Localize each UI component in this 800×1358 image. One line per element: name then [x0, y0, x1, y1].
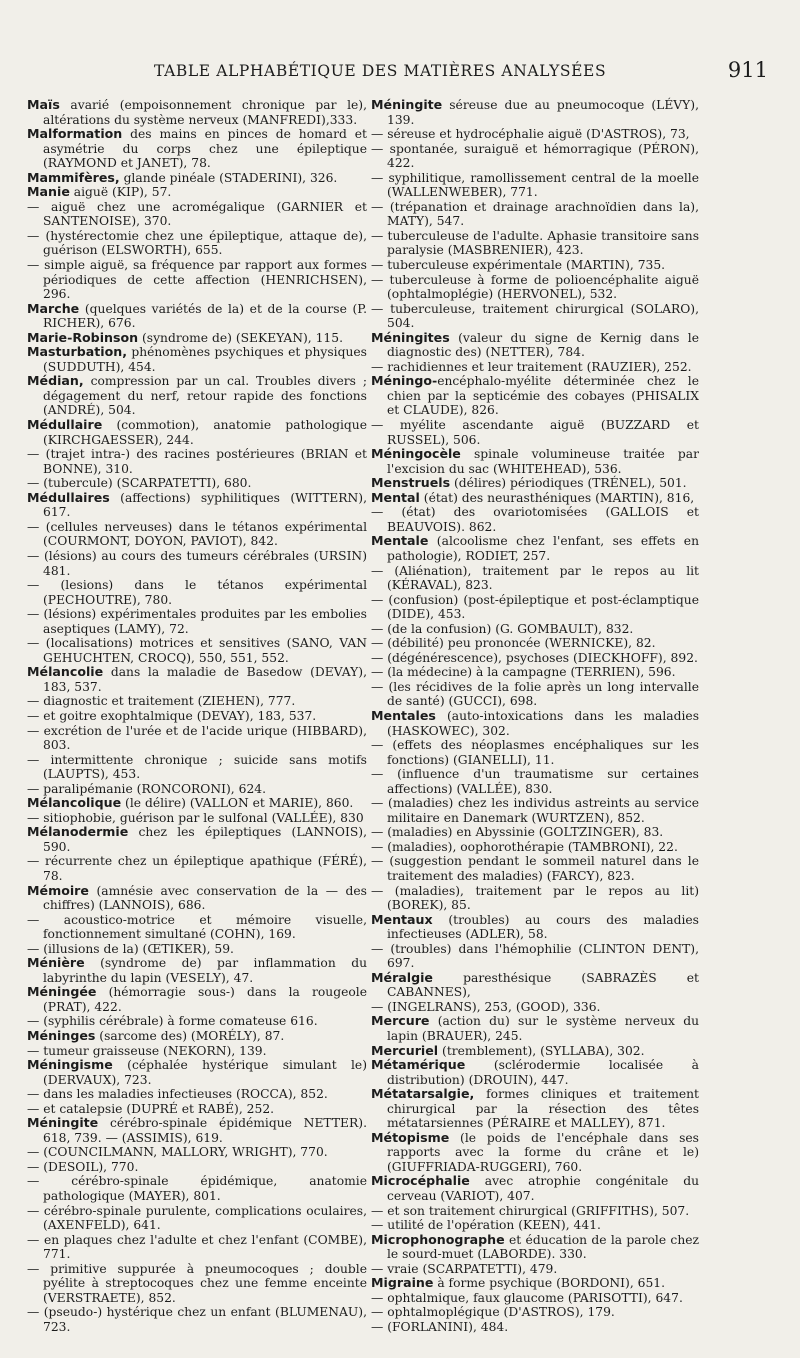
index-entry: [27, 1102, 367, 1117]
index-entry: [371, 360, 699, 375]
index-entry: [27, 476, 367, 491]
index-entry: [27, 1174, 367, 1203]
index-entry: [27, 636, 367, 665]
index-entry: [27, 956, 367, 985]
index-entry: [27, 1233, 367, 1262]
index-entry: [371, 229, 699, 258]
entry-text: (valeur du signe de Kernig dans le diagnostic des) (NETTER), 784.: [387, 330, 699, 360]
entry-heading: Malformation: [27, 126, 123, 142]
entry-text: phénomènes psychiques et physiques (SUDDUTH), 454.: [43, 345, 367, 374]
entry-text: — (syphilis cérébrale) à forme comateuse 616.: [27, 1014, 318, 1029]
entry-text: (le délire) (VALLON et MARIE), 860.: [121, 796, 354, 811]
index-entry: [371, 374, 699, 418]
index-entry: [371, 1262, 699, 1277]
index-entry: [27, 1160, 367, 1175]
running-title: TABLE ALPHABÉTIQUE DES MATIÈRES ANALYSÉES: [154, 62, 607, 80]
entry-text: — (suggestion pendant le sommeil naturel dans le traitement des maladies) (FARCY), 823.: [371, 854, 699, 883]
entry-text: cérébro-spinale épidémique NETTER). 618, 739. — (ASSIMIS), 619.: [43, 1116, 367, 1145]
entry-text: à forme psychique (BORDONI), 651.: [433, 1276, 666, 1291]
index-entry: [371, 142, 699, 171]
index-entry: [27, 418, 367, 447]
entry-text: — (état) des ovariotomisées (GALLOIS et BEAUVOIS). 862.: [371, 505, 699, 534]
entry-heading: Mélanodermie: [27, 824, 129, 840]
entry-heading: Mercuriel: [371, 1042, 439, 1058]
index-entry: [27, 665, 367, 694]
index-entry: [371, 302, 699, 331]
index-entry: [27, 98, 367, 127]
entry-text: — (influence d'un traumatisme sur certaines affections) (VALLÉE), 830.: [371, 767, 699, 796]
entry-text: encéphalo-myélite déterminée chez le chien par la septicémie des cobayes (PHISALIX et CLAUDE), 826.: [387, 374, 699, 418]
entry-text: — paralipémanie (RONCORONI), 624.: [27, 781, 267, 796]
index-entry: [371, 593, 699, 622]
entry-text: — spontanée, suraiguë et hémorragique (PÉRON), 422.: [371, 141, 699, 171]
entry-heading: Mentaux: [371, 911, 433, 927]
entry-heading: Manie: [27, 184, 70, 200]
index-entry: [27, 884, 367, 913]
entry-text: avec atrophie congénitale du cerveau (VARIOT), 407.: [387, 1174, 699, 1204]
entry-text: (sclérodermie localisée à distribution) (DROUIN), 447.: [387, 1058, 699, 1087]
index-entry: [27, 1204, 367, 1233]
index-entry: [27, 520, 367, 549]
entry-heading: Maïs: [27, 97, 60, 112]
entry-text: — simple aiguë, sa fréquence par rapport aux formes périodiques de cette affection (HENRICHSEN), 296.: [27, 258, 367, 302]
index-entry: [371, 913, 699, 942]
entry-text: — (tubercule) (SCARPATETTI), 680.: [27, 476, 252, 491]
index-entry: [371, 854, 699, 883]
entry-text: — acoustico-motrice et mémoire visuelle, fonctionnement simultané (COHN), 169.: [27, 912, 367, 942]
entry-heading: Mentale: [371, 533, 429, 549]
entry-text: — (effets des néoplasmes encéphaliques sur les fonctions) (GIANELLI), 11.: [371, 738, 699, 767]
entry-text: (affections) syphilitiques (WITTERN), 617.: [43, 490, 367, 520]
entry-heading: Métatarsalgie,: [371, 1086, 475, 1102]
entry-text: — (COUNCILMANN, MALLORY, WRIGHT), 770.: [27, 1145, 328, 1160]
entry-text: — syphilitique, ramollissement central de la moelle (WALLENWEBER), 771.: [371, 170, 699, 200]
entry-heading: Mercure: [371, 1013, 430, 1029]
entry-heading: Méningite: [27, 1115, 99, 1131]
entry-text: — (illusions de la) (ŒTIKER), 59.: [27, 941, 234, 956]
entry-text: — ophtalmoplégique (D'ASTROS), 179.: [371, 1305, 615, 1320]
index-entry: [371, 622, 699, 637]
entry-text: — (débilité) peu prononcée (WERNICKE), 82.: [371, 636, 656, 651]
entry-text: (alcoolisme chez l'enfant, ses effets en pathologie), RODIET, 257.: [387, 534, 699, 563]
entry-text: — tuberculeuse, traitement chirurgical (SOLARO), 504.: [371, 301, 699, 331]
entry-text: (hémorragie sous-) dans la rougeole (PRAT), 422.: [43, 985, 367, 1014]
index-entry: [371, 258, 699, 273]
entry-text: — cérébro-spinale épidémique, anatomie pathologique (MAYER), 801.: [27, 1174, 367, 1204]
entry-heading: Mental: [371, 489, 420, 505]
entry-heading: Méningites: [371, 329, 450, 345]
entry-text: séreuse due au pneumocoque (LÉVY), 139.: [387, 98, 699, 127]
entry-text: chez les épileptiques (LANNOIS), 590.: [43, 825, 367, 854]
index-entry: [27, 854, 367, 883]
index-entry: [27, 607, 367, 636]
index-entry: [27, 811, 367, 826]
entry-heading: Méningite: [371, 97, 443, 112]
index-entry: [27, 1262, 367, 1306]
entry-text: (céphalée hystérique simulant le) (DERVAUX), 723.: [43, 1058, 367, 1087]
entry-text: (quelques variétés de la) et de la course (P. RICHER), 676.: [43, 301, 367, 331]
entry-text: (troubles) au cours des maladies infectieuses (ADLER), 58.: [387, 912, 699, 942]
index-entry: [27, 171, 367, 186]
entry-text: des mains en pinces de homard et asymétrie du corps chez une épileptique (RAYMOND et JANET), 78.: [43, 127, 367, 171]
index-entry: [27, 1305, 367, 1334]
entry-text: — (lesions) dans le tétanos expérimental (PECHOUTRE), 780.: [27, 578, 367, 607]
entry-text: — séreuse et hydrocéphalie aiguë (D'ASTROS), 73,: [371, 127, 690, 142]
entry-text: — utilité de l'opération (KEEN), 441.: [371, 1218, 601, 1233]
entry-heading: Médullaires: [27, 489, 110, 505]
entry-heading: Mémoire: [27, 882, 89, 898]
index-entry: [27, 345, 367, 374]
index-entry: [371, 200, 699, 229]
index-entry: [27, 1116, 367, 1145]
index-entry: [371, 331, 699, 360]
index-entry: [27, 913, 367, 942]
index-entry: [371, 1174, 699, 1203]
entry-text: paresthésique (SABRAZÈS et CABANNES),: [387, 970, 699, 1000]
entry-text: — et goitre exophtalmique (DEVAY), 183, 537.: [27, 708, 317, 723]
entry-heading: Marche: [27, 300, 80, 316]
index-entry: [371, 491, 699, 506]
index-entry: [371, 1320, 699, 1335]
index-entry: [371, 840, 699, 855]
entry-heading: Menstruels: [371, 475, 451, 491]
index-entry: [27, 724, 367, 753]
entry-heading: Méningée: [27, 984, 97, 1000]
index-entry: [371, 564, 699, 593]
entry-text: — (de la confusion) (G. GOMBAULT), 832.: [371, 621, 634, 636]
entry-heading: Médian,: [27, 373, 84, 389]
entry-text: — récurrente chez un épileptique apathique (FÉRÉ), 78.: [27, 854, 367, 883]
entry-heading: Méralgie: [371, 969, 433, 985]
entry-text: — (lésions) expérimentales produites par les embolies aseptiques (LAMY), 72.: [27, 607, 367, 636]
entry-heading: Méningo-: [371, 373, 438, 389]
index-entry: [371, 127, 699, 142]
entry-heading: Méninges: [27, 1028, 96, 1043]
entry-text: compression par un cal. Troubles divers ; dégagement du nerf, retour rapide des fonctions (ANDRÉ), 504.: [43, 374, 367, 418]
entry-heading: Méningisme: [27, 1057, 113, 1073]
entry-text: — (maladies), traitement par le repos au lit) (BOREK), 85.: [371, 883, 699, 913]
index-entry: [371, 1218, 699, 1233]
entry-text: — (localisations) motrices et sensitives (SANO, VAN GEHUCHTEN, CROCQ), 550, 551, 552.: [27, 636, 367, 665]
entry-heading: Marie-Robinson: [27, 329, 139, 345]
entry-text: aiguë (KIP), 57.: [69, 185, 172, 200]
index-entry: [371, 971, 699, 1000]
index-entry: [371, 767, 699, 796]
index-entry: [371, 171, 699, 200]
entry-text: — (maladies) chez les individus astreints au service militaire en Danemark (WURTZEN), 852.: [371, 796, 699, 825]
entry-heading: Masturbation,: [27, 344, 127, 360]
index-entry: [371, 709, 699, 738]
entry-heading: Mélancolie: [27, 664, 104, 680]
entry-text: — aiguë chez une acromégalique (GARNIER et SANTENOISE), 370.: [27, 199, 367, 229]
entry-text: — diagnostic et traitement (ZIEHEN), 777.: [27, 694, 296, 709]
index-entry: [27, 127, 367, 171]
entry-text: (amnésie avec conservation de la — des chiffres) (LANNOIS), 686.: [43, 883, 367, 913]
entry-text: (sarcome des) (MORÉLY), 87.: [95, 1029, 285, 1043]
entry-text: — vraie (SCARPATETTI), 479.: [371, 1261, 558, 1276]
entry-text: — (maladies) en Abyssinie (GOLTZINGER), 83.: [371, 825, 664, 840]
entry-text: — tuberculeuse à forme de polioencéphalite aiguë (ophtalmoplégie) (HERVONEL), 532.: [371, 272, 699, 302]
entry-heading: Métopisme: [371, 1129, 450, 1145]
index-entry: [27, 825, 367, 854]
entry-text: — dans les maladies infectieuses (ROCCA), 852.: [27, 1087, 328, 1102]
index-entry: [371, 1276, 699, 1291]
index-entry: [27, 491, 367, 520]
entry-text: — tuberculeuse de l'adulte. Aphasie transitoire sans paralysie (MASBRENIER), 423.: [371, 228, 699, 258]
index-entry: [371, 1305, 699, 1320]
entry-text: — (les récidives de la folie après un long intervalle de santé) (GUCCI), 698.: [371, 679, 699, 709]
right-column: [371, 98, 699, 1334]
index-entry: [371, 273, 699, 302]
entry-text: — (DESOIL), 770.: [27, 1159, 139, 1174]
entry-text: — tumeur graisseuse (NEKORN), 139.: [27, 1043, 267, 1058]
index-entry: [371, 796, 699, 825]
index-entry: [371, 825, 699, 840]
entry-text: — (INGELRANS), 253, (GOOD), 336.: [371, 999, 601, 1014]
index-entry: [27, 694, 367, 709]
entry-text: (action du) sur le système nerveux du lapin (BRAUER), 245.: [387, 1014, 699, 1043]
entry-text: — (cellules nerveuses) dans le tétanos expérimental (COURMONT, DOYON, PAVIOT), 842.: [27, 519, 367, 549]
entry-heading: Microphonographe: [371, 1231, 505, 1247]
entry-heading: Méningocèle: [371, 446, 461, 462]
entry-text: — et son traitement chirurgical (GRIFFITHS), 507.: [371, 1203, 690, 1218]
index-entry: [371, 1291, 699, 1306]
index-entry: [371, 1014, 699, 1043]
entry-heading: Mammifères,: [27, 169, 120, 185]
entry-text: (tremblement), (SYLLABA), 302.: [438, 1043, 645, 1058]
entry-text: (délires) périodiques (TRÉNEL), 501.: [450, 476, 687, 491]
index-entry: [27, 782, 367, 797]
index-entry: [371, 1058, 699, 1087]
entry-text: — en plaques chez l'adulte et chez l'enfant (COMBE), 771.: [27, 1232, 367, 1262]
index-entry: [371, 534, 699, 563]
index-entry: [371, 1000, 699, 1015]
entry-text: spinale volumineuse traitée par l'excision du sac (WHITEHEAD), 536.: [387, 447, 699, 476]
index-entry: [371, 1044, 699, 1059]
entry-text: glande pinéale (STADERINI), 326.: [119, 170, 338, 185]
index-entry: [27, 549, 367, 578]
index-entry: [371, 636, 699, 651]
entry-text: — rachidiennes et leur traitement (RAUZIER), 252.: [371, 359, 692, 374]
entry-text: (syndrome de) (SEKEYAN), 115.: [138, 330, 343, 345]
entry-text: formes cliniques et traitement chirurgical par la résection des têtes métatarsiennes (PÉRAIRE et MALLEY), 871.: [387, 1087, 699, 1131]
entry-heading: Médullaire: [27, 417, 103, 433]
index-entry: [371, 418, 699, 447]
index-entry: [27, 1044, 367, 1059]
index-entry: [27, 302, 367, 331]
index-entry: [371, 98, 699, 127]
entry-text: — (hystérectomie chez une épileptique, attaque de), guérison (ELSWORTH), 655.: [27, 228, 367, 258]
entry-text: avarié (empoisonnement chronique par le), altérations du système nerveux (MANFREDI),333.: [43, 98, 367, 127]
index-entry: [371, 1204, 699, 1219]
entry-heading: Mélancolique: [27, 795, 122, 811]
entry-text: — (maladies), oophorothérapie (TAMBRONI), 22.: [371, 839, 678, 854]
index-entry: [371, 447, 699, 476]
index-entry: [27, 1087, 367, 1102]
index-entry: [27, 753, 367, 782]
index-entry: [27, 258, 367, 302]
entry-text: — myélite ascendante aiguë (BUZZARD et RUSSEL), 506.: [371, 418, 699, 447]
index-entry: [371, 1233, 699, 1262]
entry-text: — (la médecine) à la campagne (TERRIEN), 596.: [371, 665, 676, 680]
entry-text: (syndrome de) par inflammation du labyrinthe du lapin (VESELY), 47.: [43, 956, 367, 985]
index-entry: [27, 185, 367, 200]
entry-text: — (Aliénation), traitement par le repos au lit (KÉRAVAL), 823.: [371, 563, 699, 593]
entry-text: (état) des neurasthéniques (MARTIN), 816,: [419, 490, 695, 505]
entry-text: — ophtalmique, faux glaucome (PARISOTTI), 647.: [371, 1290, 683, 1305]
entry-text: — cérébro-spinale purulente, complications oculaires, (AXENFELD), 641.: [27, 1203, 367, 1233]
index-entry: [27, 985, 367, 1014]
entry-text: — excrétion de l'urée et de l'acide urique (HIBBARD), 803.: [27, 723, 367, 753]
entry-text: — (trépanation et drainage arachnoïdien dans la), MATY), 547.: [371, 199, 699, 229]
index-entry: [27, 1145, 367, 1160]
entry-text: (commotion), anatomie pathologique (KIRCHGAESSER), 244.: [43, 418, 367, 447]
index-entry: [371, 1087, 699, 1131]
index-entry: [27, 447, 367, 476]
index-entry: [27, 200, 367, 229]
entry-text: — (troubles) dans l'hémophilie (CLINTON DENT), 697.: [371, 941, 699, 971]
entry-text: — intermittente chronique ; suicide sans motifs (LAUPTS), 453.: [27, 752, 367, 782]
index-entry: [27, 578, 367, 607]
entry-text: — primitive suppurée à pneumocoques ; double pyélite à streptocoques chez une femme enceinte (VERSTRAETE), 852.: [27, 1261, 367, 1305]
page-number: 911: [727, 58, 768, 82]
entry-text: — (confusion) (post-épileptique et post-éclamptique (DIDE), 453.: [371, 592, 699, 622]
entry-text: (le poids de l'encéphale dans ses rapports avec la forme du crâne et le) (GIUFFRIADA-RUGGERI), 760.: [387, 1130, 699, 1174]
entry-text: — tuberculeuse expérimentale (MARTIN), 735.: [371, 258, 666, 273]
entry-text: dans la maladie de Basedow (DEVAY), 183, 537.: [43, 665, 367, 694]
index-entry: [27, 1029, 367, 1044]
index-entry: [27, 1014, 367, 1029]
left-column: [27, 98, 367, 1334]
entry-text: — (dégénérescence), psychoses (DIECKHOFF), 892.: [371, 650, 698, 665]
entry-text: — (lésions) au cours des tumeurs cérébrales (URSIN) 481.: [27, 548, 367, 578]
page-header: [28, 58, 768, 88]
entry-heading: Ménière: [27, 955, 85, 971]
index-entry: [27, 229, 367, 258]
entry-text: — (trajet intra-) des racines postérieures (BRIAN et BONNE), 310.: [27, 447, 367, 476]
index-entry: [27, 331, 367, 346]
entry-text: — sitiophobie, guérison par le sulfonal (VALLÉE), 830: [27, 810, 364, 825]
entry-heading: Migraine: [371, 1275, 434, 1291]
entry-heading: Microcéphalie: [371, 1173, 470, 1189]
index-entry: [27, 796, 367, 811]
index-entry: [371, 942, 699, 971]
index-entry: [371, 680, 699, 709]
index-entry: [27, 374, 367, 418]
index-entry: [371, 665, 699, 680]
index-entry: [371, 884, 699, 913]
index-entry: [371, 476, 699, 491]
index-entry: [27, 709, 367, 724]
entry-heading: Mentales: [371, 707, 436, 723]
index-entry: [27, 942, 367, 957]
entry-text: et éducation de la parole chez le sourd-muet (LABORDE). 330.: [387, 1232, 699, 1262]
index-entry: [27, 1058, 367, 1087]
entry-text: — (FORLANINI), 484.: [371, 1319, 509, 1334]
index-entry: [371, 651, 699, 666]
entry-text: — (pseudo-) hystérique chez un enfant (BLUMENAU), 723.: [27, 1305, 367, 1334]
index-entry: [371, 738, 699, 767]
index-entry: [371, 505, 699, 534]
index-entry: [371, 1131, 699, 1175]
entry-text: — et catalepsie (DUPRÉ et RABÉ), 252.: [27, 1101, 275, 1116]
entry-text: (auto-intoxications dans les maladies (HASKOWEC), 302.: [387, 708, 699, 738]
entry-heading: Métamérique: [371, 1057, 466, 1073]
